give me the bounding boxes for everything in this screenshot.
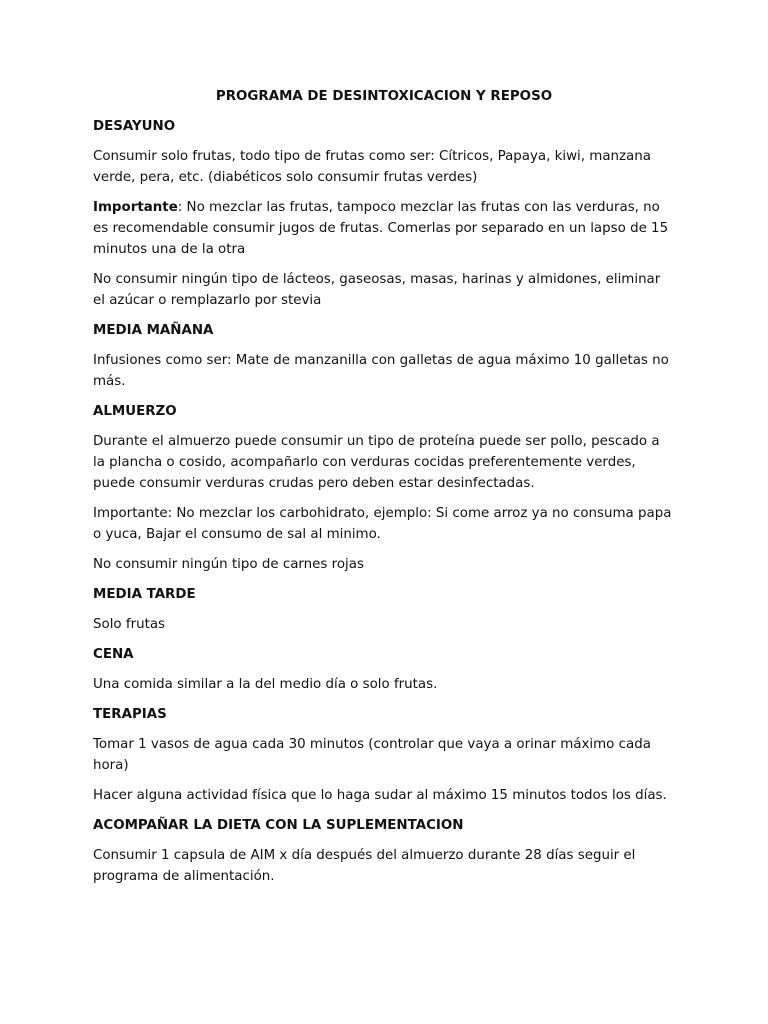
almuerzo-paragraph-1: Durante el almuerzo puede consumir un tipo de proteína puede ser pollo, pescado a la plancha o cosido, acompañarlo con verduras cocidas preferentemente verdes, puede consumir verduras crudas pero deben estar desinfectadas.	[93, 434, 660, 491]
almuerzo-paragraph-2: Importante: No mezclar los carbohidrato, ejemplo: Si come arroz ya no consuma papa o yuca, Bajar el consumo de sal al minimo.	[93, 506, 672, 542]
terapias-paragraph-2: Hacer alguna actividad física que lo haga sudar al máximo 15 minutos todos los días.	[93, 788, 667, 803]
section-heading-terapias: TERAPIAS	[93, 707, 167, 722]
terapias-paragraph-1: Tomar 1 vasos de agua cada 30 minutos (controlar que vaya a orinar máximo cada hora)	[93, 737, 651, 773]
media-tarde-paragraph-1: Solo frutas	[93, 617, 166, 632]
section-heading-suplementacion: ACOMPAÑAR LA DIETA CON LA SUPLEMENTACION	[93, 818, 464, 833]
desayuno-paragraph-2-text: : No mezclar las frutas, tampoco mezclar las frutas con las verduras, no es recomendable consumir jugos de frutas. Comerlas por separado en un lapso de 15 minutos una de la otra	[93, 200, 669, 257]
document-title: PROGRAMA DE DESINTOXICACION Y REPOSO	[215, 89, 553, 104]
desayuno-paragraph-2	[93, 197, 675, 260]
suplementacion-paragraph-1: Consumir 1 capsula de AIM x día después del almuerzo durante 28 días seguir el programa de alimentación.	[93, 848, 636, 884]
section-heading-media-manana: MEDIA MAÑANA	[93, 323, 214, 338]
section-heading-media-tarde: MEDIA TARDE	[93, 587, 196, 602]
section-heading-cena: CENA	[93, 647, 134, 662]
section-heading-almuerzo: ALMUERZO	[93, 404, 177, 419]
cena-paragraph-1: Una comida similar a la del medio día o solo frutas.	[93, 677, 438, 692]
almuerzo-paragraph-3: No consumir ningún tipo de carnes rojas	[93, 557, 364, 572]
desayuno-paragraph-1: Consumir solo frutas, todo tipo de frutas como ser: Cítricos, Papaya, kiwi, manzana verde, pera, etc. (diabéticos solo consumir frutas verdes)	[93, 149, 651, 185]
desayuno-paragraph-3: No consumir ningún tipo de lácteos, gaseosas, masas, harinas y almidones, eliminar el azúcar o remplazarlo por stevia	[93, 272, 661, 308]
section-heading-desayuno: DESAYUNO	[93, 119, 176, 134]
media-manana-paragraph-1: Infusiones como ser: Mate de manzanilla con galletas de agua máximo 10 galletas no más.	[93, 353, 669, 389]
importante-label: Importante	[93, 200, 178, 215]
document-page	[93, 86, 675, 896]
